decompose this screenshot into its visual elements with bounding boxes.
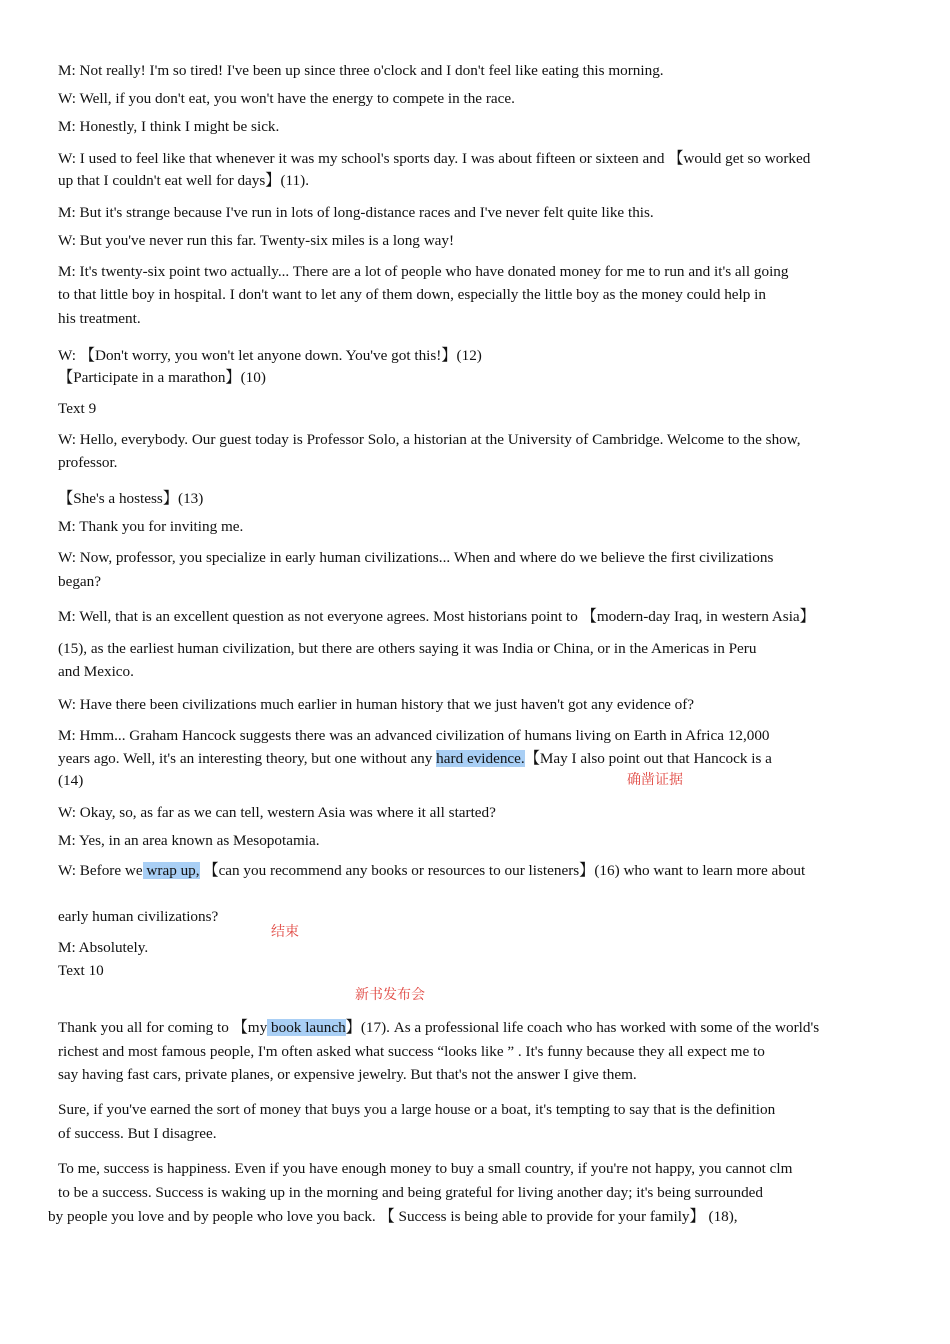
highlighted-phrase: wrap up, [142, 862, 200, 879]
answer-note: 【Participate in a marathon】(10) [58, 369, 266, 386]
dialogue-line: M: But it's strange because I've run in lots of long-distance races and I've never felt quite like this. [58, 204, 654, 221]
text-segment: 【can you recommend any books or resources to our listeners】(16) who want to learn more about [199, 862, 806, 879]
dialogue-line: W: Have there been civilizations much earlier in human history that we just haven't got any evidence of? [58, 696, 695, 713]
dialogue-line: M: Absolutely. [58, 939, 149, 956]
dialogue-line: (14) [58, 772, 84, 789]
paragraph-line: to be a success. Success is waking up in the morning and being grateful for living another day; it's being surrounded [58, 1184, 764, 1201]
dialogue-line: W: Well, if you don't eat, you won't have the energy to compete in the race. [58, 90, 515, 107]
dialogue-line: M: Not really! I'm so tired! I've been up since three o'clock and I don't feel like eating this morning. [58, 62, 664, 79]
dialogue-line: his treatment. [58, 310, 141, 327]
paragraph-line: To me, success is happiness. Even if you have enough money to buy a small country, if you're not happy, you cannot clm [58, 1160, 793, 1177]
dialogue-line [58, 749, 772, 769]
dialogue-line: up that I couldn't eat well for days】(11). [58, 172, 310, 189]
dialogue-line: early human civilizations? [58, 908, 219, 925]
section-heading: Text 9 [58, 400, 97, 417]
annotation-book-launch: 新书发布会 [355, 987, 425, 1003]
paragraph-line [58, 1018, 819, 1038]
dialogue-line: W: Okay, so, as far as we can tell, western Asia was where it all started? [58, 804, 496, 821]
dialogue-line: W: 【Don't worry, you won't let anyone down. You've got this!】(12) [58, 347, 482, 364]
text-segment: 】(17). As a professional life coach who has worked with some of the world's [345, 1019, 820, 1036]
annotation-wrap-up: 结束 [271, 924, 299, 940]
annotation-hard-evidence: 确凿证据 [627, 772, 683, 788]
dialogue-line: M: Hmm... Graham Hancock suggests there was an advanced civilization of humans living on Earth in Africa 12,000 [58, 727, 770, 744]
dialogue-line: and Mexico. [58, 663, 134, 680]
text-segment: W: Before we [58, 862, 143, 879]
dialogue-line: W: But you've never run this far. Twenty-six miles is a long way! [58, 232, 455, 249]
text-segment: years ago. Well, it's an interesting theory, but one without any [58, 750, 437, 767]
dialogue-line: W: I used to feel like that whenever it was my school's sports day. I was about fifteen or sixteen and 【would get so worked [58, 150, 811, 167]
dialogue-line: W: Hello, everybody. Our guest today is Professor Solo, a historian at the University of Cambridge. Welcome to the show, [58, 431, 801, 448]
paragraph-line: Sure, if you've earned the sort of money that buys you a large house or a boat, it's tempting to say that is the definition [58, 1101, 776, 1118]
dialogue-line: W: Now, professor, you specialize in early human civilizations... When and where do we believe the first civilizations [58, 549, 774, 566]
paragraph-line: say having fast cars, private planes, or expensive jewelry. But that's not the answer I give them. [58, 1066, 637, 1083]
paragraph-line: richest and most famous people, I'm often asked what success “looks like ” . It's funny because they all expect me to [58, 1043, 765, 1060]
answer-note: 【She's a hostess】(13) [58, 490, 204, 507]
dialogue-line: M: Well, that is an excellent question as not everyone agrees. Most historians point to 【modern-day Iraq, in western Asia】 [58, 608, 815, 625]
dialogue-line: (15), as the earliest human civilization, but there are others saying it was India or China, or in the Americas in Peru [58, 640, 757, 657]
highlighted-phrase: book launch [267, 1019, 346, 1036]
dialogue-line: professor. [58, 454, 118, 471]
dialogue-line: M: It's twenty-six point two actually... There are a lot of people who have donated money for me to run and it's all going [58, 263, 789, 280]
text-segment: Thank you all for coming to 【my [58, 1019, 268, 1036]
dialogue-line: M: Honestly, I think I might be sick. [58, 118, 280, 135]
paragraph-line: of success. But I disagree. [58, 1125, 217, 1142]
dialogue-line: to that little boy in hospital. I don't want to let any of them down, especially the little boy as the money could help in [58, 286, 766, 303]
dialogue-line: began? [58, 573, 102, 590]
dialogue-line: M: Thank you for inviting me. [58, 518, 244, 535]
text-segment: 【May I also point out that Hancock is a [524, 750, 772, 767]
dialogue-line [58, 861, 805, 881]
paragraph-line: by people you love and by people who love you back. 【 Success is being able to provide for your family】 (18), [48, 1208, 738, 1225]
highlighted-phrase: hard evidence. [436, 750, 525, 767]
dialogue-line: M: Yes, in an area known as Mesopotamia. [58, 832, 320, 849]
section-heading: Text 10 [58, 962, 104, 979]
